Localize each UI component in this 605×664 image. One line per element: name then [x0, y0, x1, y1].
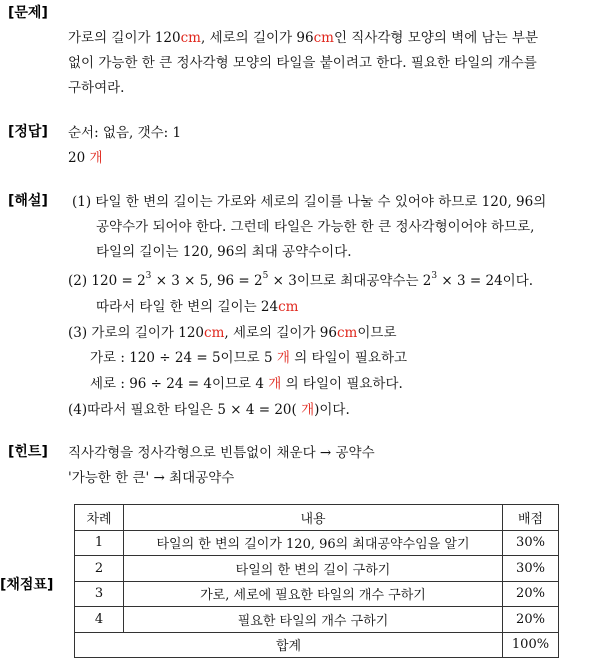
row-score: 20%	[503, 607, 559, 633]
table-row	[75, 581, 559, 607]
problem-text: 가로의 길이가 120	[68, 30, 181, 46]
problem-line-2: 없이 가능한 한 큰 정사각형 모양의 타일을 붙이려고 한다. 필요한 타일의 개수를	[68, 55, 537, 71]
math-text: × 3이므로 최대공약수는 2	[268, 273, 432, 289]
answer-label: [정답]	[8, 124, 48, 140]
explanation-text: 가로 : 120 ÷ 24 = 5이므로 5	[90, 350, 273, 366]
row-order: 2	[75, 556, 124, 582]
explanation-step-3-line-1	[68, 321, 396, 341]
explanation-step-1-line-1: (1) 타일 한 변의 길이는 가로와 세로의 길이를 나눌 수 있어야 하므로 120, 96의	[72, 194, 547, 210]
row-score: 20%	[503, 581, 559, 607]
total-value: 100%	[503, 632, 559, 658]
row-order: 4	[75, 607, 124, 633]
explanation-text: (3) 가로의 길이가 120	[68, 325, 205, 341]
table-row	[75, 556, 559, 582]
hint-line-2: '가능한 한 큰' → 최대공약수	[68, 470, 235, 486]
unit-cm: cm	[336, 325, 358, 341]
row-score: 30%	[503, 556, 559, 582]
problem-line-1	[68, 26, 538, 46]
unit-count: 개	[301, 402, 315, 418]
row-order: 1	[75, 530, 124, 556]
hint-line-1: 직사각형을 정사각형으로 빈틈없이 채운다 → 공약수	[68, 445, 375, 461]
explanation-step-1-line-2: 공약수가 되어야 한다. 그런데 타일은 가능한 한 큰 정사각형이어야 하므로,	[96, 219, 535, 235]
problem-line-3: 구하여라.	[68, 80, 125, 96]
table-row	[75, 607, 559, 633]
explanation-text: , 세로의 길이가 96	[224, 325, 337, 341]
hint-label: [힌트]	[8, 444, 48, 460]
header-content: 내용	[124, 505, 503, 531]
problem-label: [문제]	[8, 5, 48, 21]
explanation-step-2-line-1	[68, 269, 533, 289]
math-text: × 3 = 24이다.	[437, 273, 534, 289]
exponent: 3	[431, 270, 438, 281]
explanation-step-3-line-3	[90, 372, 403, 392]
table-total-row	[75, 632, 559, 658]
explanation-text: )이다.	[314, 402, 350, 418]
row-order: 3	[75, 581, 124, 607]
row-content: 필요한 타일의 개수 구하기	[124, 607, 503, 633]
explanation-step-1-line-3: 타일의 길이는 120, 96의 최대 공약수이다.	[96, 244, 352, 260]
explanation-label: [해설]	[8, 193, 48, 209]
problem-text: , 세로의 길이가 96	[200, 30, 314, 46]
table-header-row	[75, 505, 559, 531]
math-text: × 3 × 5, 96 = 2	[151, 273, 263, 289]
explanation-text: 이므로	[357, 325, 397, 341]
exponent: 5	[262, 270, 269, 281]
header-order: 차례	[75, 505, 124, 531]
table-row	[75, 530, 559, 556]
explanation-step-3-line-2	[90, 346, 407, 366]
grading-label: [채점표]	[0, 577, 54, 593]
answer-value	[68, 146, 103, 166]
explanation-text: 세로 : 96 ÷ 24 = 4이므로 4	[90, 376, 264, 392]
row-content: 타일의 한 변의 길이 구하기	[124, 556, 503, 582]
explanation-text: 의 타일이 필요하다.	[285, 376, 403, 392]
answer-line-1: 순서: 없음, 갯수: 1	[68, 125, 182, 141]
answer-number: 20	[68, 150, 86, 166]
header-score: 배점	[503, 505, 559, 531]
unit-count: 개	[268, 376, 282, 392]
explanation-step-2-line-2	[96, 295, 298, 315]
row-content: 타일의 한 변의 길이가 120, 96의 최대공약수임을 알기	[124, 530, 503, 556]
explanation-text: (4)따라서 필요한 타일은 5 × 4 = 20(	[68, 402, 297, 418]
answer-unit: 개	[89, 150, 103, 166]
explanation-text: 따라서 타일 한 변의 길이는 24	[96, 299, 279, 315]
unit-cm: cm	[204, 325, 225, 341]
unit-cm: cm	[278, 299, 299, 315]
unit-count: 개	[276, 350, 290, 366]
explanation-text: 의 타일이 필요하고	[294, 350, 408, 366]
row-content: 가로, 세로에 필요한 타일의 개수 구하기	[124, 581, 503, 607]
explanation-step-4	[68, 398, 350, 418]
total-label: 합계	[75, 632, 503, 658]
problem-text: 인 직사각형 모양의 벽에 남는 부분	[333, 30, 538, 46]
exponent: 3	[145, 270, 152, 281]
row-score: 30%	[503, 530, 559, 556]
unit-cm: cm	[180, 30, 201, 46]
math-text: (2) 120 = 2	[68, 273, 146, 289]
grading-table	[74, 504, 559, 658]
unit-cm: cm	[313, 30, 334, 46]
